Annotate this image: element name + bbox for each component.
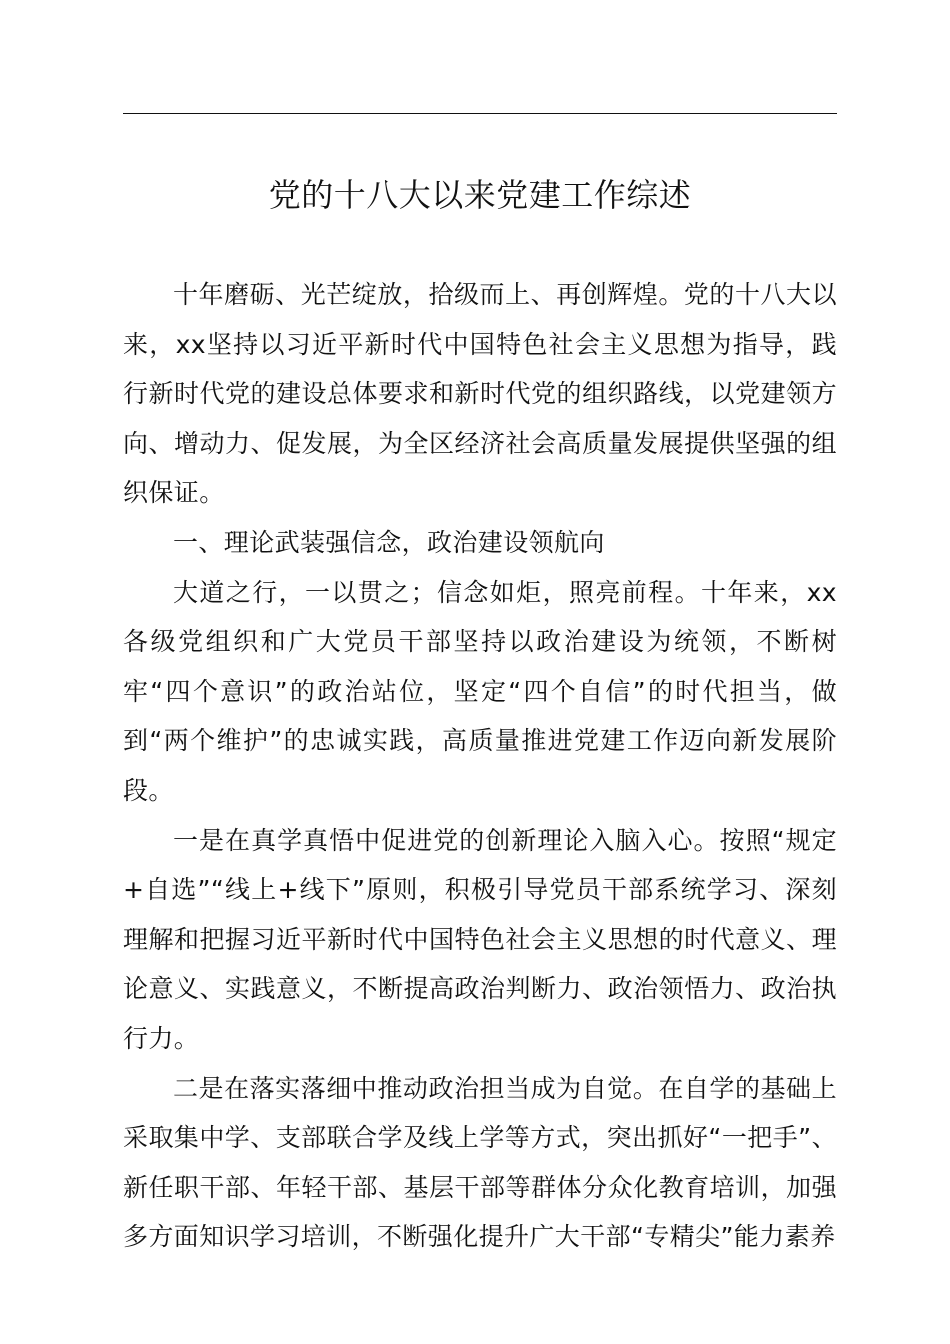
intro-paragraph: 十年磨砺、光芒绽放，拾级而上、再创辉煌。党的十八大以来，xx坚持以习近平新时代中国特色社会主义思想为指导，践行新时代党的建设总体要求和新时代党的组织路线，以党建领方向、增动力、促发展，为全区经济社会高质量发展提供坚强的组织保证。 — [123, 280, 837, 508]
document-title: 党的十八大以来党建工作综述 — [268, 176, 692, 214]
header-rule — [123, 113, 837, 114]
section-paragraph: 大道之行，一以贯之；信念如炬，照亮前程。十年来，xx各级党组织和广大党员干部坚持以政治建设为统领，不断树牢“四个意识”的政治站位，坚定“四个自信”的时代担当，做到“两个维护”的忠诚实践，高质量推进党建工作迈向新发展阶段。 — [123, 577, 837, 805]
point-two-paragraph: 二是在落实落细中推动政治担当成为自觉。在自学的基础上采取集中学、支部联合学及线上学等方式，突出抓好“一把手”、新任职干部、年轻干部、基层干部等群体分众化教育培训，加强多方面知识学习培训，不断强化提升广大干部“专精尖”能力素养 — [123, 1073, 837, 1252]
section-heading: 一、理论武装强信念，政治建设领航向 — [173, 527, 605, 557]
document-body — [123, 270, 837, 1262]
point-one-paragraph: 一是在真学真悟中促进党的创新理论入脑入心。按照“规定+自选”“线上+线下”原则，积极引导党员干部系统学习、深刻理解和把握习近平新时代中国特色社会主义思想的时代意义、理论意义、实践意义，不断提高政治判断力、政治领悟力、政治执行力。 — [123, 825, 837, 1053]
